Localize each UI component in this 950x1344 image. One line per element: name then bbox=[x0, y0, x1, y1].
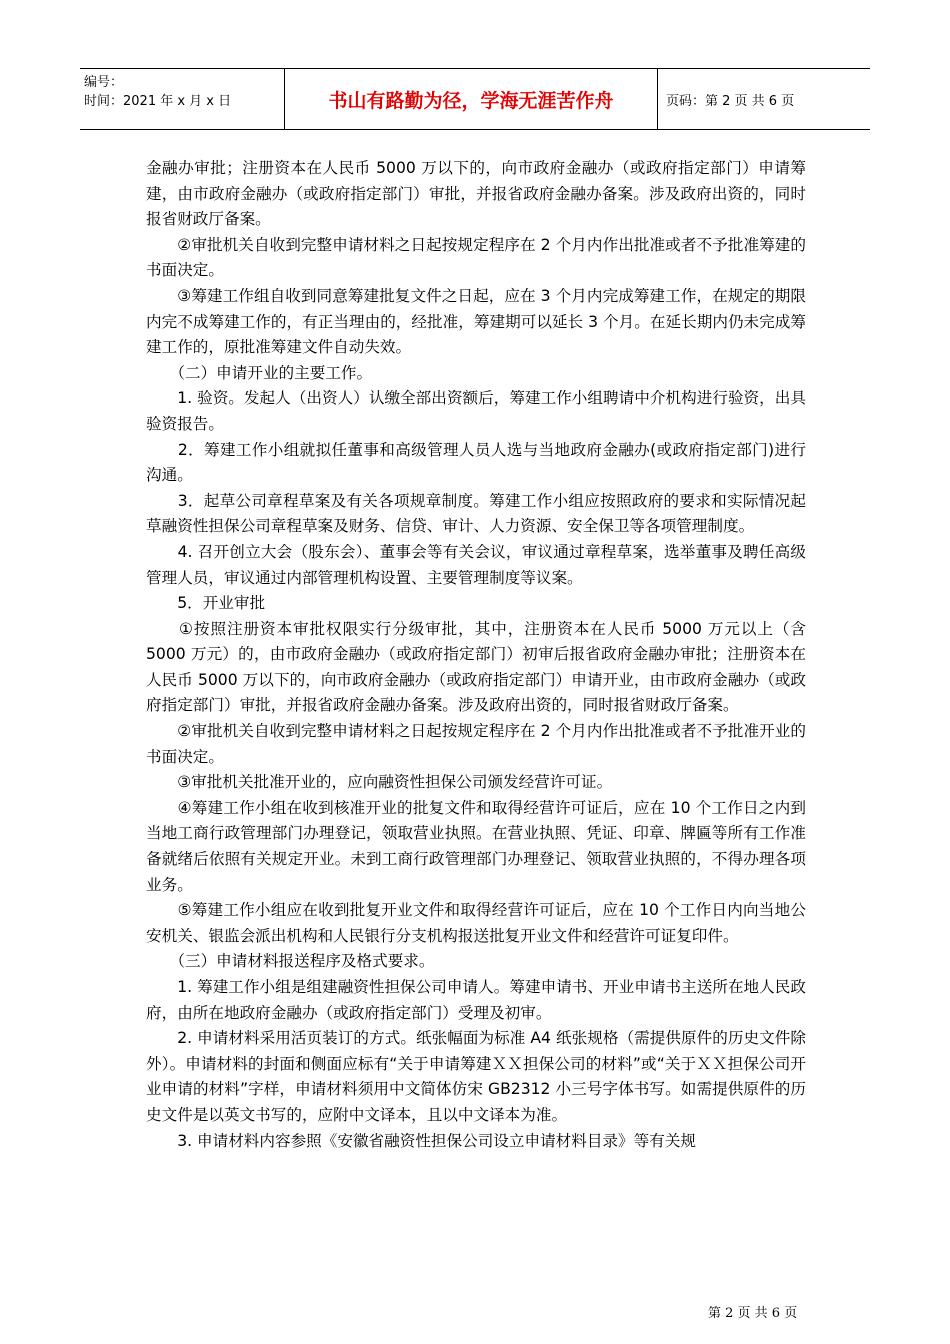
document-body bbox=[146, 156, 806, 1154]
paragraph: （二）申请开业的主要工作。 bbox=[146, 363, 373, 382]
paragraph: ⑤筹建工作小组应在收到批复开业文件和取得经营许可证后，应在 10 个工作日内向当地公安机关、银监会派出机构和人民银行分支机构报送批复开业文件和经营许可证复印件。 bbox=[146, 901, 806, 945]
paragraph: 金融办审批；注册资本在人民币 5000 万以下的，向市政府金融办（或政府指定部门）申请筹建，由市政府金融办（或政府指定部门）审批，并报省政府金融办备案。涉及政府出资的，同时报省财政厅备案。 bbox=[146, 159, 806, 229]
header-motto: 书山有路勤为径，学海无涯苦作舟 bbox=[284, 69, 658, 129]
paragraph: ②审批机关自收到完整申请材料之日起按规定程序在 2 个月内作出批准或者不予批准筹建的书面决定。 bbox=[146, 235, 806, 280]
document-number-label: 编号： bbox=[84, 75, 124, 90]
paragraph: 4. 召开创立大会（股东会）、董事会等有关会议，审议通过章程草案，选举董事及聘任高级管理人员，审议通过内部管理机构设置、主要管理制度等议案。 bbox=[146, 542, 806, 587]
paragraph: 1. 筹建工作小组是组建融资性担保公司申请人。筹建申请书、开业申请书主送所在地人民政府，由所在地政府金融办（或政府指定部门）受理及初审。 bbox=[146, 978, 806, 1022]
paragraph: 3. 申请材料内容参照《安徽省融资性担保公司设立申请材料目录》等有关规 bbox=[146, 1131, 697, 1150]
document-time-label: 时间：2021 年 x 月 x 日 bbox=[84, 94, 232, 109]
paragraph: 2. 申请材料采用活页装订的方式。纸张幅面为标准 A4 纸张规格（需提供原件的历史文件除外）。申请材料的封面和侧面应标有“关于申请筹建ＸＸ担保公司的材料”或“关于ＸＸ担保公司开业申请的材料”字样，申请材料须用中文简体仿宋 GB2312 小三号字体书写。如需提供原件的历史文件是以英文书写的，应附中文译本，且以中文译本为准。 bbox=[146, 1029, 806, 1124]
paragraph: ④筹建工作小组在收到核准开业的批复文件和取得经营许可证后，应在 10 个工作日之内到当地工商行政管理部门办理登记，领取营业执照。在营业执照、凭证、印章、牌匾等所有工作准备就绪后依照有关规定开业。未到工商行政管理部门办理登记、领取营业执照的，不得办理各项业务。 bbox=[146, 798, 806, 894]
paragraph: 1. 验资。发起人（出资人）认缴全部出资额后，筹建工作小组聘请中介机构进行验资，出具验资报告。 bbox=[146, 389, 806, 433]
paragraph: ③审批机关批准开业的，应向融资性担保公司颁发经营许可证。 bbox=[146, 773, 613, 792]
paragraph: （三）申请材料报送程序及格式要求。 bbox=[146, 952, 435, 971]
paragraph: 5．开业审批 bbox=[146, 594, 266, 613]
footer-page-number: 第 2 页 共 6 页 bbox=[708, 1306, 798, 1321]
header-meta bbox=[80, 69, 284, 129]
paragraph: 2．筹建工作小组就拟任董事和高级管理人员人选与当地政府金融办(或政府指定部门)进行沟通。 bbox=[146, 440, 806, 485]
paragraph: 3．起草公司章程草案及有关各项规章制度。筹建工作小组应按照政府的要求和实际情况起草融资性担保公司章程草案及财务、信贷、审计、人力资源、安全保卫等各项管理制度。 bbox=[146, 491, 806, 536]
header-page-number: 页码：第 2 页 共 6 页 bbox=[666, 93, 795, 109]
paragraph: ③筹建工作组自收到同意筹建批复文件之日起，应在 3 个月内完成筹建工作，在规定的期限内完不成筹建工作的，有正当理由的，经批准，筹建期可以延长 3 个月。在延长期内仍未完成筹建工作的，原批准筹建文件自动失效。 bbox=[146, 286, 806, 357]
page-header bbox=[80, 68, 870, 130]
paragraph: ②审批机关自收到完整申请材料之日起按规定程序在 2 个月内作出批准或者不予批准开业的书面决定。 bbox=[146, 722, 806, 766]
paragraph: ①按照注册资本审批权限实行分级审批，其中，注册资本在人民币 5000 万元以上（含 5000 万元）的，由市政府金融办（或政府指定部门）初审后报省政府金融办审批；注册资本在人民币 5000 万以下的，向市政府金融办（或政府指定部门）申请开业，由市政府金融办（或政府指定部门）审批，并报省政府金融办备案。涉及政府出资的，同时报省财政厅备案。 bbox=[146, 619, 806, 715]
